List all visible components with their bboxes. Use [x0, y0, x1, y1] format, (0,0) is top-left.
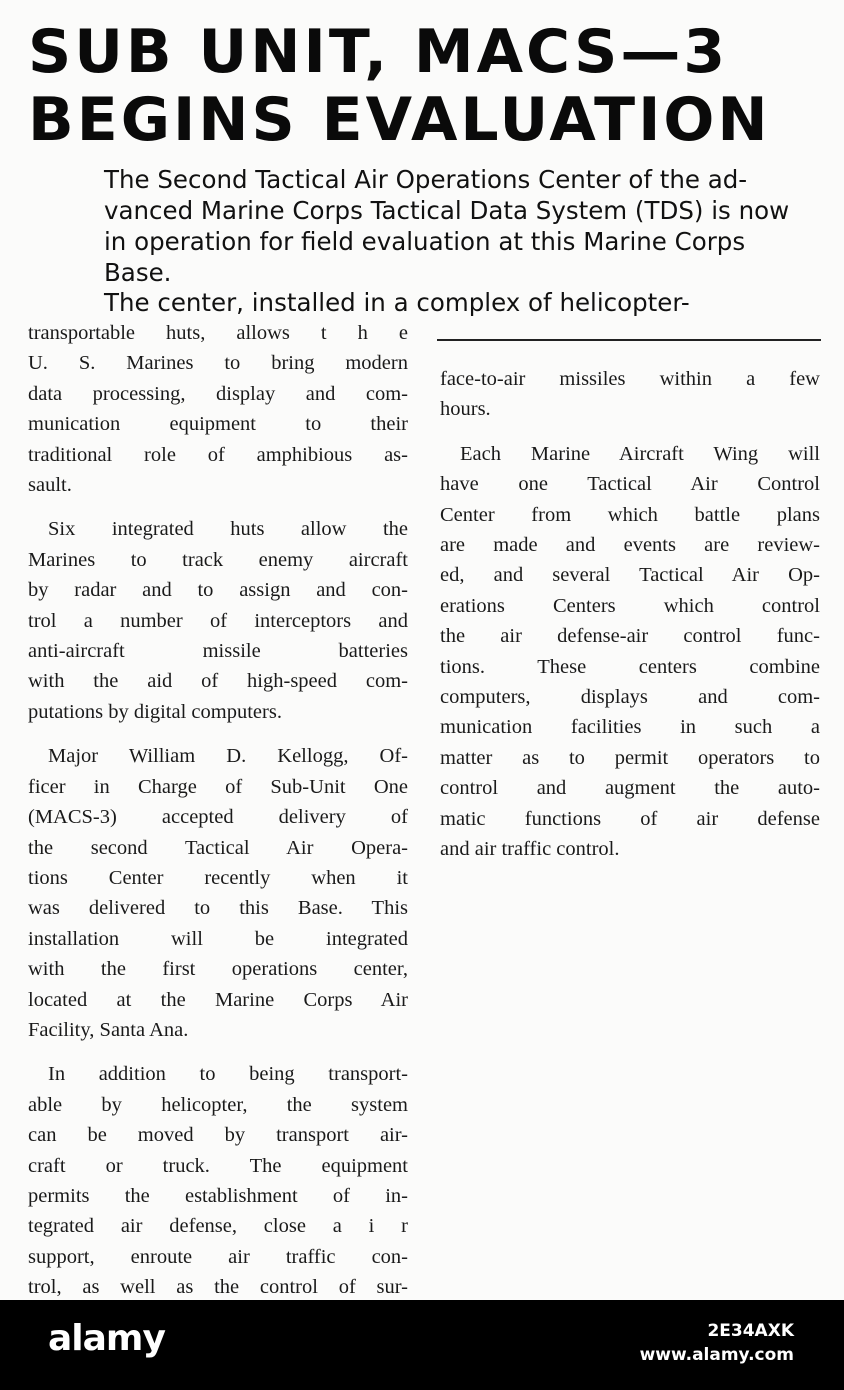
text-line: Each Marine Aircraft Wing will [460, 442, 820, 465]
text-line: tions Center recently when it [28, 866, 408, 889]
text-line: munication equipment to their [28, 413, 408, 436]
headline [28, 18, 828, 154]
body-paragraph [28, 318, 408, 500]
lead-continuation [104, 287, 824, 318]
text-line: control and augment the auto- [440, 777, 820, 800]
text-line: permits the establishment of in- [28, 1184, 408, 1207]
alamy-logo: alamy [48, 1318, 165, 1359]
text-line: anti-aircraft missile batteries [28, 640, 408, 663]
text-line: ed, and several Tactical Air Op- [440, 564, 820, 587]
text-line: are made and events are review- [440, 534, 820, 557]
text-line: was delivered to this Base. This [28, 897, 408, 920]
text-line: putations by digital computers. [28, 700, 282, 723]
text-line: Center from which battle plans [440, 503, 820, 526]
text-line: Facility, Santa Ana. [28, 1018, 189, 1041]
text-line: trol a number of interceptors and [28, 609, 408, 632]
lead-line: vanced Marine Corps Tactical Data System (TDS) is now [104, 196, 790, 225]
body-paragraph [28, 741, 408, 1045]
text-line: located at the Marine Corps Air [28, 988, 408, 1011]
text-line: hours. [440, 398, 491, 421]
text-line: Marines to track enemy aircraft [28, 548, 408, 571]
text-line: traditional role of amphibious as- [28, 443, 408, 466]
column-rule [437, 339, 821, 341]
left-column [28, 318, 408, 1300]
text-line: Six integrated huts allow the [48, 518, 408, 541]
text-line: support, enroute air traffic con- [28, 1245, 408, 1268]
text-line: with the first operations center, [28, 958, 408, 981]
text-line: craft or truck. The equipment [28, 1154, 408, 1177]
text-line: In addition to being transport- [48, 1063, 408, 1086]
text-line: installation will be integrated [28, 927, 408, 950]
text-line: transportable huts, allows t h e [28, 322, 408, 344]
body-paragraph [28, 1059, 408, 1300]
text-line: and air traffic control. [440, 838, 620, 861]
body-paragraph [28, 514, 408, 727]
right-column [440, 364, 820, 879]
lead-paragraph [32, 164, 822, 288]
text-line: matic functions of air defense [440, 807, 820, 830]
text-line: ficer in Charge of Sub-Unit One [28, 775, 408, 798]
headline-line: BEGINS EVALUATION [28, 85, 771, 155]
text-line: able by helicopter, the system [28, 1093, 408, 1116]
text-line: U. S. Marines to bring modern [28, 352, 408, 375]
text-line: data processing, display and com- [28, 382, 408, 405]
lead-line: The center, installed in a complex of helicopter- [104, 288, 690, 317]
text-line: can be moved by transport air- [28, 1124, 408, 1147]
text-line: sault. [28, 474, 72, 497]
text-line: face-to-air missiles within a few [440, 368, 820, 390]
text-line: tegrated air defense, close a i r [28, 1215, 408, 1238]
lead-line: Base. [104, 258, 172, 287]
text-line: computers, displays and com- [440, 686, 820, 709]
text-line: (MACS-3) accepted delivery of [28, 806, 408, 829]
text-line: matter as to permit operators to [440, 746, 820, 769]
headline-line: SUB UNIT, MACS—3 [28, 17, 729, 87]
text-line: trol, as well as the control of sur- [28, 1276, 408, 1299]
lead-line: The Second Tactical Air Operations Center of the ad- [104, 165, 748, 194]
text-line: munication facilities in such a [440, 716, 820, 739]
site-url: www.alamy.com [639, 1345, 794, 1365]
image-id: 2E34AXK [707, 1321, 794, 1341]
text-line: erations Centers which control [440, 594, 820, 617]
text-line: Major William D. Kellogg, Of- [48, 745, 408, 768]
body-paragraph [440, 439, 820, 865]
text-line: have one Tactical Air Control [440, 473, 820, 496]
lead-line: in operation for field evaluation at this Marine Corps [104, 227, 746, 256]
text-line: the second Tactical Air Opera- [28, 836, 408, 859]
text-line: with the aid of high-speed com- [28, 670, 408, 693]
body-paragraph [440, 364, 820, 425]
text-line: the air defense-air control func- [440, 625, 820, 648]
text-line: tions. These centers combine [440, 655, 820, 678]
text-line: by radar and to assign and con- [28, 579, 408, 602]
